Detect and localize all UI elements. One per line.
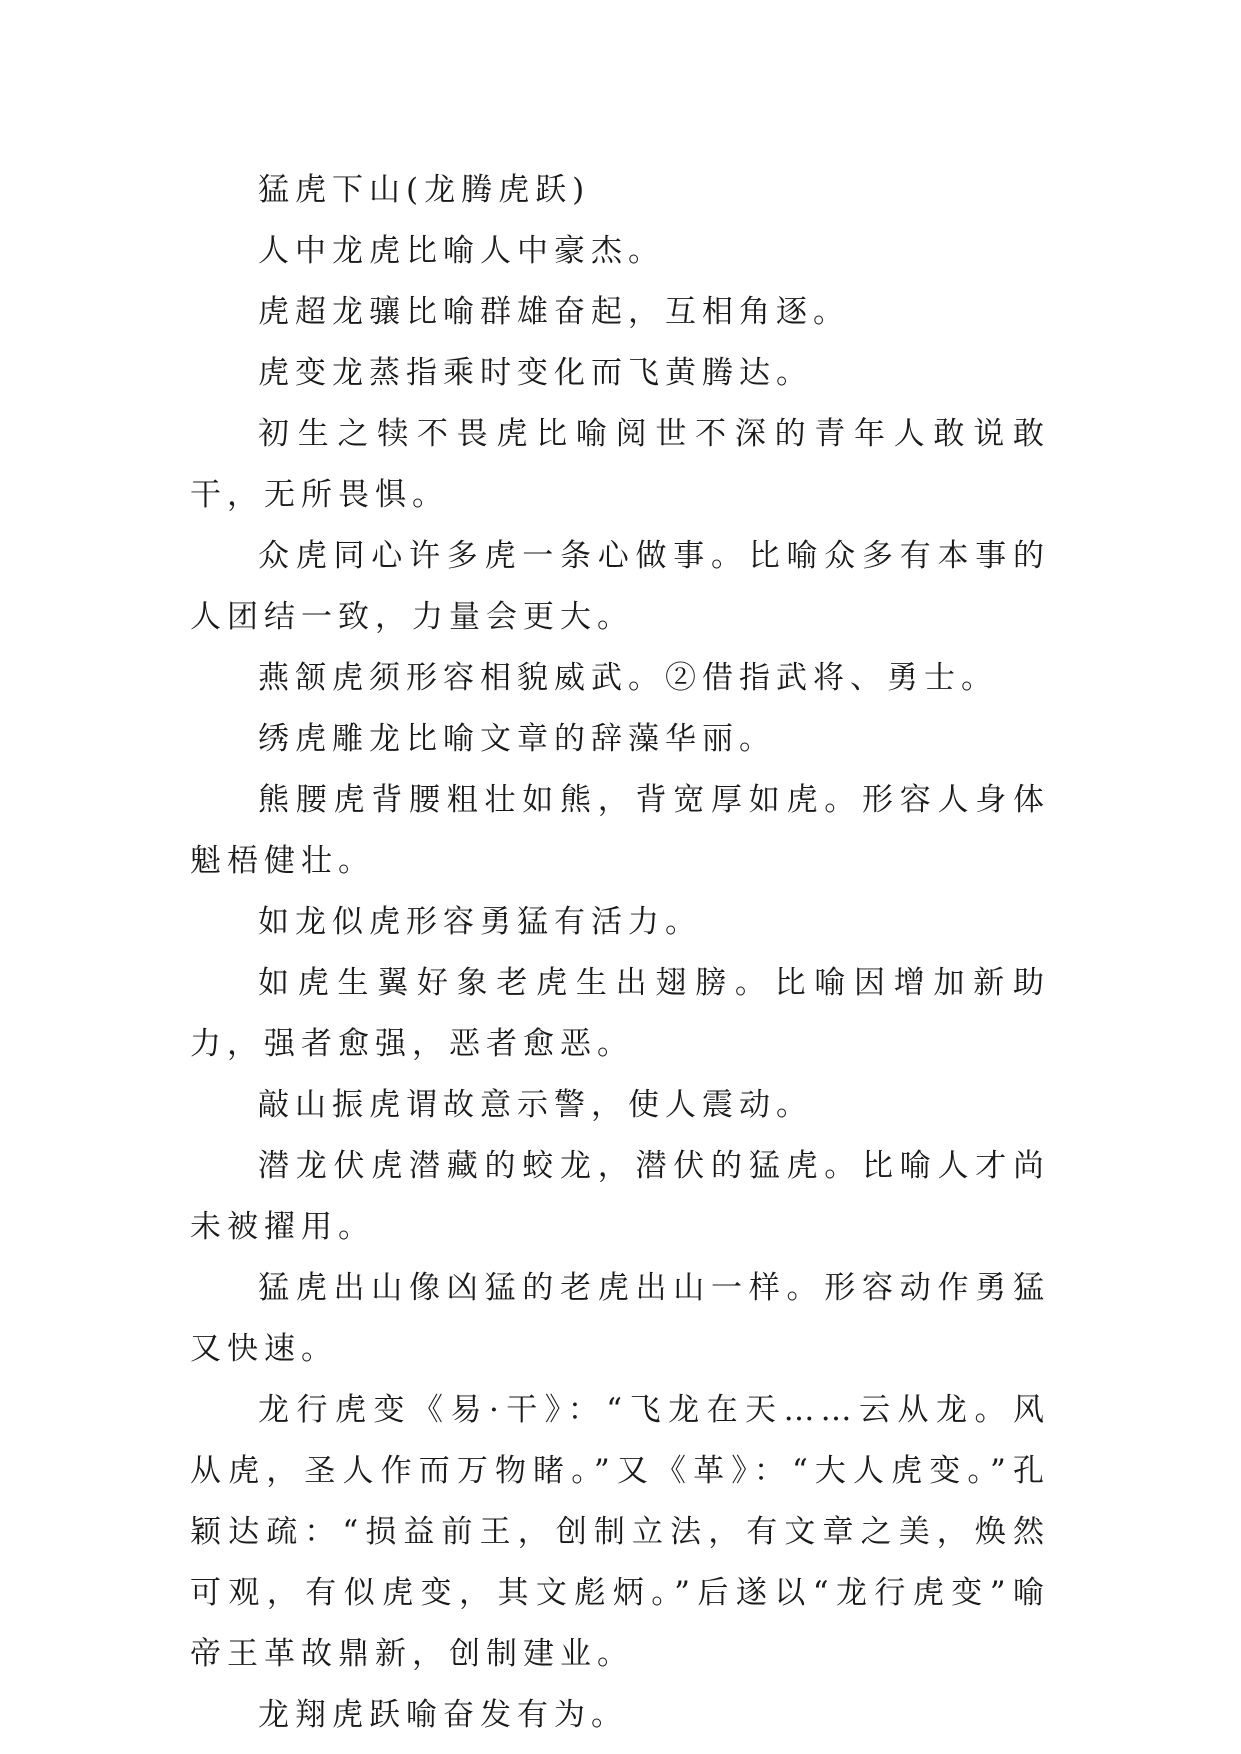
paragraph-12: 敲山振虎谓故意示警，使人震动。 — [258, 1087, 813, 1123]
paragraph-16: 龙翔虎跃喻奋发有为。 — [258, 1697, 628, 1733]
paragraph-5: 初生之犊不畏虎比喻阅世不深的青年人敢说敢干，无所畏惧。 — [190, 416, 1050, 513]
paragraph-4: 虎变龙蒸指乘时变化而飞黄腾达。 — [258, 355, 813, 391]
paragraph-8: 绣虎雕龙比喻文章的辞藻华丽。 — [258, 721, 776, 757]
paragraph-13: 潜龙伏虎潜藏的蛟龙，潜伏的猛虎。比喻人才尚未被擢用。 — [190, 1148, 1050, 1245]
paragraph-10: 如龙似虎形容勇猛有活力。 — [258, 904, 702, 940]
paragraph-11: 如虎生翼好象老虎生出翅膀。比喻因增加新助力，强者愈强，恶者愈恶。 — [190, 965, 1050, 1062]
paragraph-9: 熊腰虎背腰粗壮如熊，背宽厚如虎。形容人身体魁梧健壮。 — [190, 782, 1050, 879]
paragraph-3: 虎超龙骧比喻群雄奋起，互相角逐。 — [258, 294, 850, 330]
paragraph-7: 燕颔虎须形容相貌威武。②借指武将、勇士。 — [258, 660, 998, 696]
paragraph-2: 人中龙虎比喻人中豪杰。 — [258, 233, 665, 269]
paragraph-15: 龙行虎变《易·干》：“飞龙在天……云从龙。风从虎，圣人作而万物睹。”又《革》：“大人虎变。”孔颖达疏：“损益前王，创制立法，有文章之美，焕然可观，有似虎变，其文彪炳。”后遂以“龙行虎变”喻帝王革故鼎新，创制建业。 — [190, 1392, 1050, 1672]
paragraph-6: 众虎同心许多虎一条心做事。比喻众多有本事的人团结一致，力量会更大。 — [190, 538, 1050, 635]
paragraph-14: 猛虎出山像凶猛的老虎出山一样。形容动作勇猛又快速。 — [190, 1270, 1050, 1367]
document-body — [190, 160, 1050, 1746]
paragraph-1: 猛虎下山(龙腾虎跃) — [258, 172, 591, 208]
